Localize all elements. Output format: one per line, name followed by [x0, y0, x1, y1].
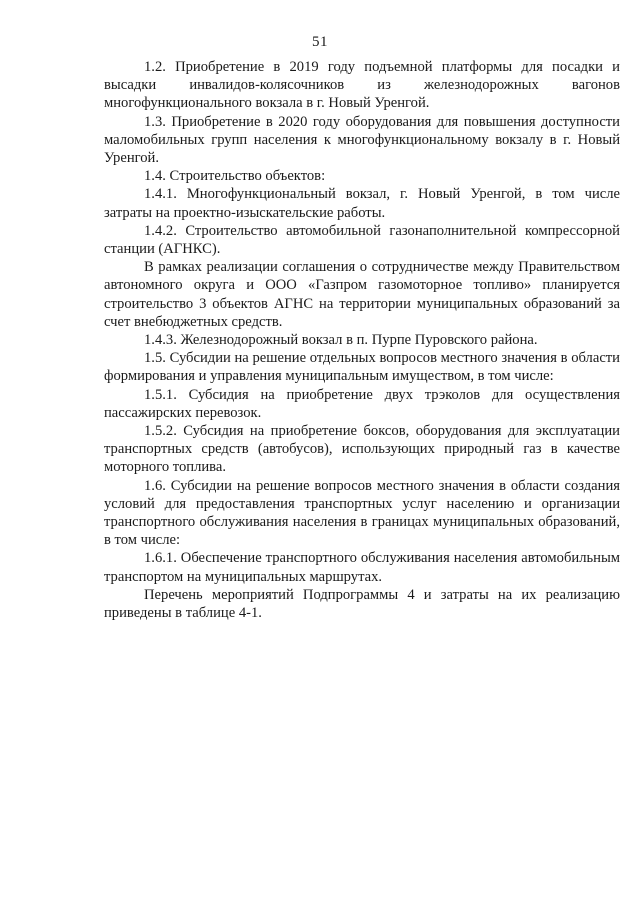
paragraph-1-3: 1.3. Приобретение в 2020 году оборудования для повышения доступности маломобильных групп населения к многофункциональному вокзалу в г. Новый Уренгой. — [104, 113, 620, 167]
paragraph-1-5: 1.5. Субсидии на решение отдельных вопросов местного значения в области формирования и управления муниципальным имуществом, в том числе: — [104, 350, 620, 385]
paragraph-1-6: 1.6. Субсидии на решение вопросов местного значения в области создания условий для предоставления транспортных услуг населению и организации транспортного обслуживания населения в границах муниципальных образований, в том числе: — [104, 477, 620, 549]
paragraph-1-4: 1.4. Строительство объектов: — [144, 168, 326, 185]
paragraph-table-reference: Перечень мероприятий Подпрограммы 4 и затраты на их реализацию приведены в таблице 4-1. — [104, 586, 620, 622]
page-body — [104, 58, 620, 622]
page-number: 51 — [312, 34, 328, 50]
paragraph-1-5-1: 1.5.1. Субсидия на приобретение двух трэколов для осуществления пассажирских перевозок. — [104, 386, 620, 421]
paragraph-1-6-1: 1.6.1. Обеспечение транспортного обслуживания населения автомобильным транспортом на муниципальных маршрутах. — [104, 550, 620, 585]
paragraph-1-5-2: 1.5.2. Субсидия на приобретение боксов, оборудования для эксплуатации транспортных средств (автобусов), использующих природный газ в качестве моторного топлива. — [104, 423, 620, 476]
paragraph-1-4-1: 1.4.1. Многофункциональный вокзал, г. Новый Уренгой, в том числе затраты на проектно-изыскательские работы. — [104, 186, 620, 221]
paragraph-1-2: 1.2. Приобретение в 2019 году подъемной платформы для посадки и высадки инвалидов-колясочников из железнодорожных вагонов многофункционального вокзала в г. Новый Уренгой. — [104, 59, 620, 112]
paragraph-1-4-2: 1.4.2. Строительство автомобильной газонаполнительной компрессорной станции (АГНКС). — [104, 222, 620, 258]
paragraph-agns-agreement: В рамках реализации соглашения о сотрудничестве между Правительством автономного округа и ООО «Газпром газомоторное топливо» планируется строительство 3 объектов АГНС на территории муниципальных образований за счет внебюджетных средств. — [104, 259, 620, 330]
paragraph-1-4-3: 1.4.3. Железнодорожный вокзал в п. Пурпе Пуровского района. — [144, 332, 538, 349]
